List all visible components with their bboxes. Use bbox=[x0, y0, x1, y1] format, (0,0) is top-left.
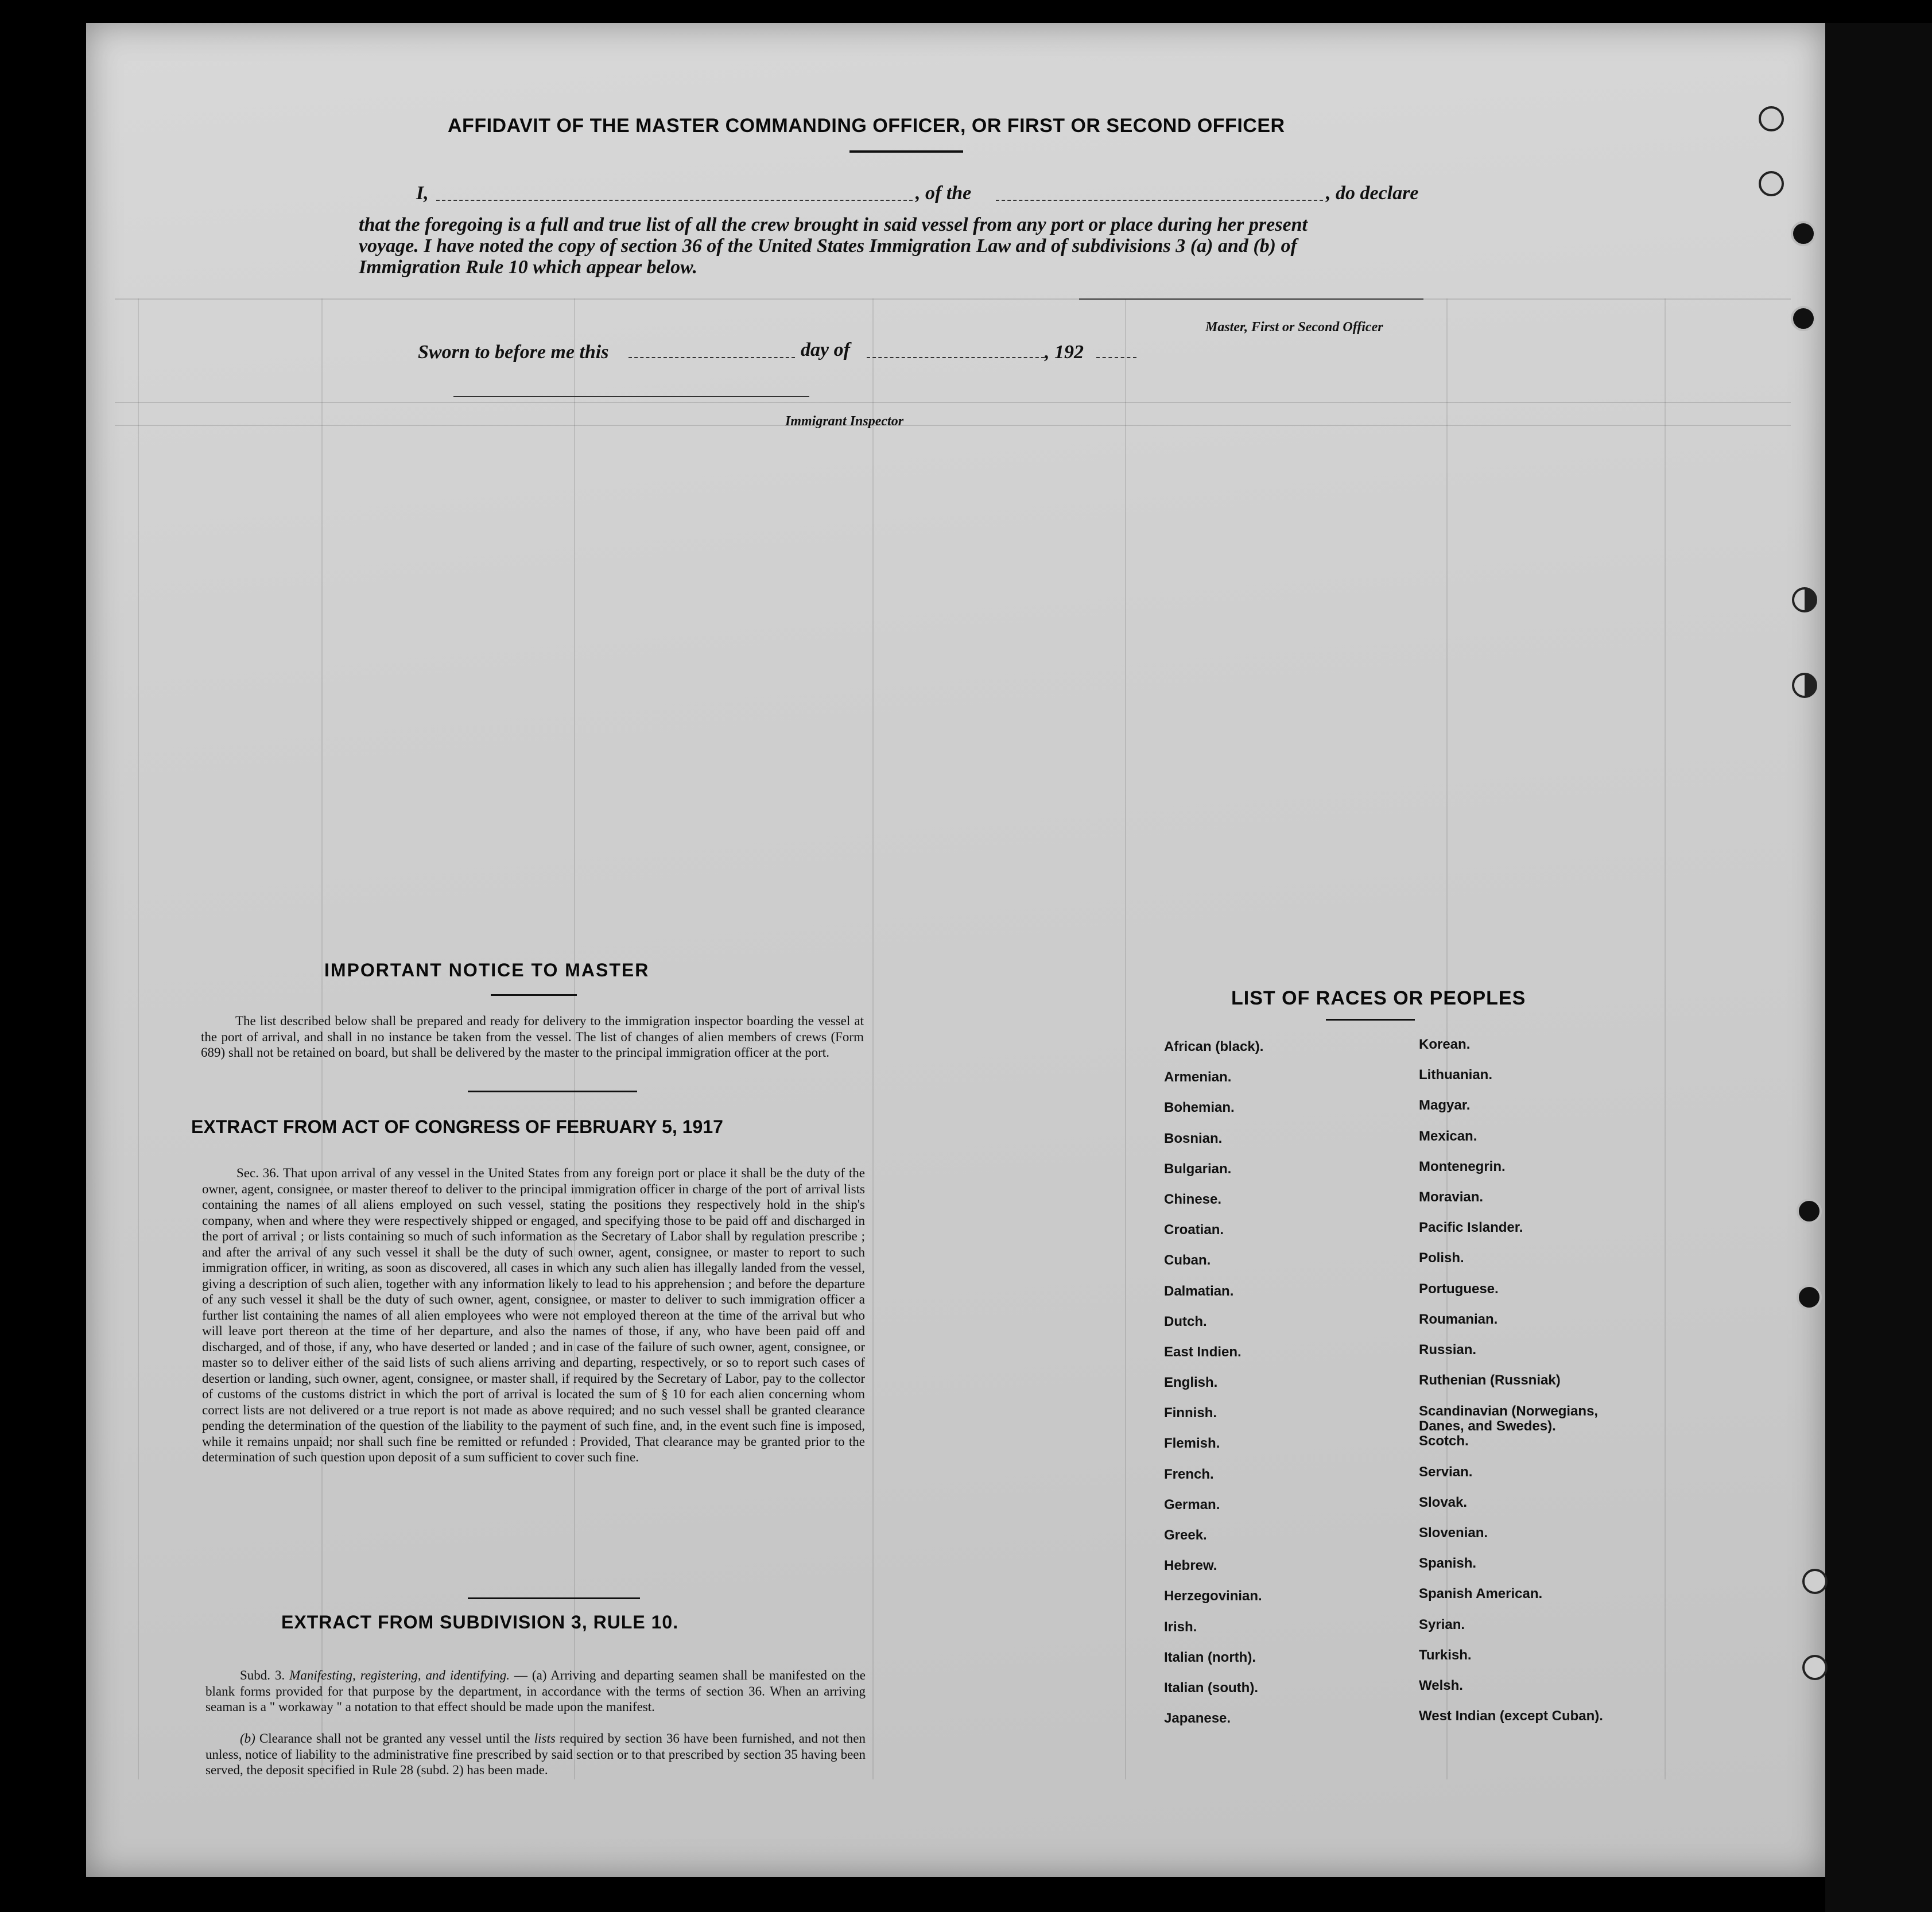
extract-rule-title: EXTRACT FROM SUBDIVISION 3, RULE 10. bbox=[281, 1612, 679, 1632]
race-item: Lithuanian. bbox=[1419, 1067, 1492, 1083]
master-signature-blank[interactable] bbox=[1079, 298, 1423, 300]
race-item: Bulgarian. bbox=[1164, 1161, 1232, 1177]
race-item: English. bbox=[1164, 1375, 1218, 1391]
race-item: German. bbox=[1164, 1496, 1220, 1512]
race-item: Ruthenian (Russniak) bbox=[1419, 1372, 1561, 1389]
extract-act-body: Sec. 36. That upon arrival of any vessel in the United States from any foreign port or place it shall be the duty of the owner, agent, consignee, or master thereof to deliver to the principal immigration officer in charge of the port of arrival lists containing the names of all aliens employed on such vessel, stating the positions they respectively hold in the ship's company, when and where they were respectively shipped or engaged, and specifying those to be paid off and discharged in the port of arrival ; or lists containing so much of such information as the Secretary of Labor shall by regulation prescribe ; and after the arrival of any such vessel it shall be the duty of such owner, agent, consignee, or master to report to such immigration officer, in writing, as soon as discovered, all cases in which any such alien has illegally landed from the vessel, giving a description of such alien, together with any information likely to lead to his apprehension ; and before the departure of any such vessel it shall be the duty of such owner, agent, consignee, or master to deliver to such immigration officer a further list containing the names of all alien employees who were not employed thereon at the time of the arrival but who will leave port thereon at the time of her departure, and also the names of those, if any, who have been paid off and discharged, and of those, if any, who have deserted or landed ; and in case of the failure of such owner, agent, consignee, or master so to deliver either of the said lists of such aliens arriving and departing, respectively, or so to report such cases of desertion or landing, such owner, agent, consignee, or master shall, if required by the Secretary of Labor, pay to the collector of customs of the customs district in which the port of arrival is located the sum of § 10 for each alien concerning whom correct lists are not delivered or a true report is not made as above required; and no such vessel shall be granted clearance pending the determination of the question of the liability to the payment of such fine, and, in the event such fine is imposed, while it remains unpaid; nor shall such fine be remitted or refunded : Provided, That clearance may be granted prior to the determination of such question upon deposit of a sum sufficient to cover such fine. bbox=[202, 1166, 865, 1464]
extract-act-title: EXTRACT FROM ACT OF CONGRESS OF FEBRUARY 5, 1917 bbox=[191, 1116, 723, 1137]
extract-rule-part-b bbox=[205, 1731, 866, 1778]
subd-heading: Manifesting, registering, and identifying. bbox=[289, 1668, 510, 1682]
race-item: Hebrew. bbox=[1164, 1558, 1217, 1574]
race-item: Pacific Islander. bbox=[1419, 1220, 1523, 1236]
part-a-text: Arriving and departing seamen shall be manifested on the blank forms provided for that purpose by the department, in accordance with the terms of section 36. When an arriving seaman is a " workaway " a notation to that effect should be made upon the manifest. bbox=[205, 1668, 866, 1714]
punch-hole bbox=[1791, 221, 1816, 246]
part-b-text-2: required by section 36 have been furnished, and not then unless, notice of liability to the administrative fine prescribed by said section or to that prescribed by section 35 having been served, the deposit specified in Rule 28 (subd. 2) has been made. bbox=[205, 1731, 866, 1777]
race-item: Flemish. bbox=[1164, 1436, 1220, 1452]
punch-hole bbox=[1792, 587, 1817, 612]
affidavit-declare-label: , do declare bbox=[1326, 183, 1419, 204]
punch-hole bbox=[1791, 306, 1816, 331]
bleed-through-line bbox=[115, 425, 1791, 426]
race-item: Spanish. bbox=[1419, 1556, 1477, 1572]
part-b-label: (b) bbox=[240, 1731, 255, 1746]
part-a-label: — (a) bbox=[514, 1668, 547, 1682]
master-signature-label: Master, First or Second Officer bbox=[1205, 320, 1383, 335]
punch-hole bbox=[1802, 1655, 1828, 1680]
race-item: Japanese. bbox=[1164, 1711, 1231, 1727]
races-right-column bbox=[1419, 1038, 1625, 1740]
affidavit-text-line: that the foregoing is a full and true list of all the crew brought in said vessel from any port or place during her present bbox=[359, 214, 1308, 235]
race-item: Servian. bbox=[1419, 1464, 1473, 1480]
affidavit-text-line: Immigration Rule 10 which appear below. bbox=[359, 257, 698, 278]
race-item: Russian. bbox=[1419, 1341, 1477, 1358]
race-item: Welsh. bbox=[1419, 1677, 1463, 1693]
race-item: Croatian. bbox=[1164, 1222, 1224, 1238]
punch-hole bbox=[1797, 1199, 1822, 1224]
punch-hole bbox=[1759, 106, 1784, 131]
race-item: Slovak. bbox=[1419, 1494, 1468, 1510]
race-item: Korean. bbox=[1419, 1037, 1471, 1052]
race-item: Scotch. bbox=[1419, 1433, 1469, 1449]
notice-title-rule bbox=[491, 994, 577, 996]
race-item: Mexican. bbox=[1419, 1128, 1477, 1144]
race-item: Moravian. bbox=[1419, 1189, 1484, 1205]
race-item: Syrian. bbox=[1419, 1616, 1465, 1632]
extract-rule-part-a bbox=[205, 1667, 866, 1715]
notice-title: IMPORTANT NOTICE TO MASTER bbox=[324, 960, 650, 980]
affidavit-title: AFFIDAVIT OF THE MASTER COMMANDING OFFICER, OR FIRST OR SECOND OFFICER bbox=[448, 115, 1285, 137]
part-b-text-1: Clearance shall not be granted any vessel until the bbox=[259, 1731, 530, 1746]
race-item: Montenegrin. bbox=[1419, 1158, 1506, 1174]
race-item: Turkish. bbox=[1419, 1647, 1472, 1663]
affidavit-title-rule bbox=[849, 150, 963, 153]
race-item: West Indian (except Cuban). bbox=[1419, 1708, 1603, 1724]
race-item: Dutch. bbox=[1164, 1313, 1207, 1329]
punch-hole bbox=[1759, 171, 1784, 196]
races-title: LIST OF RACES OR PEOPLES bbox=[1231, 987, 1526, 1009]
race-item: Herzegovinian. bbox=[1164, 1588, 1262, 1604]
year-blank[interactable] bbox=[1096, 357, 1136, 358]
race-item: Armenian. bbox=[1164, 1069, 1232, 1085]
race-item: Roumanian. bbox=[1419, 1311, 1498, 1327]
race-item: Slovenian. bbox=[1419, 1525, 1488, 1541]
race-item: Chinese. bbox=[1164, 1191, 1222, 1207]
race-item: Scandinavian (Norwegians, Danes, and Swedes). bbox=[1419, 1403, 1599, 1434]
punch-hole bbox=[1792, 673, 1817, 698]
race-item: Spanish American. bbox=[1419, 1586, 1543, 1602]
sworn-label: Sworn to before me this bbox=[418, 342, 609, 363]
race-item: Portuguese. bbox=[1419, 1281, 1499, 1297]
inspector-signature-blank[interactable] bbox=[453, 396, 809, 397]
bleed-through-line bbox=[115, 402, 1791, 403]
bleed-through-line bbox=[872, 298, 874, 1779]
races-title-rule bbox=[1326, 1019, 1415, 1021]
binding-strip bbox=[1825, 23, 1932, 1912]
race-item: Finnish. bbox=[1164, 1405, 1217, 1421]
inspector-label: Immigrant Inspector bbox=[785, 414, 904, 429]
bleed-through-line bbox=[115, 298, 1791, 300]
race-item: French. bbox=[1164, 1466, 1214, 1482]
race-item: Polish. bbox=[1419, 1250, 1464, 1266]
race-item: Bosnian. bbox=[1164, 1130, 1223, 1146]
affidavit-of-the-label: , of the bbox=[915, 183, 972, 204]
affidavit-i-label: I, bbox=[416, 183, 429, 204]
races-left-column bbox=[1164, 1040, 1263, 1742]
day-of-label: day of bbox=[801, 339, 850, 360]
race-item: East Indien. bbox=[1164, 1344, 1242, 1360]
race-item: Cuban. bbox=[1164, 1252, 1211, 1269]
race-item: Italian (south). bbox=[1164, 1680, 1258, 1696]
year-label: , 192 bbox=[1045, 342, 1084, 363]
race-item: Greek. bbox=[1164, 1527, 1207, 1543]
punch-hole bbox=[1802, 1569, 1828, 1594]
race-item: Italian (north). bbox=[1164, 1649, 1256, 1665]
vessel-blank[interactable] bbox=[996, 200, 1323, 201]
sworn-day-blank[interactable] bbox=[629, 357, 795, 358]
race-item: Magyar. bbox=[1419, 1097, 1471, 1114]
affidavit-text-line: voyage. I have noted the copy of section 36 of the United States Immigration Law and of subdivisions 3 (a) and (b) of bbox=[359, 235, 1297, 257]
race-item: Bohemian. bbox=[1164, 1100, 1235, 1116]
sworn-month-blank[interactable] bbox=[867, 357, 1045, 358]
bleed-through-line bbox=[138, 298, 139, 1779]
subd-lead: Subd. 3. bbox=[240, 1668, 285, 1682]
notice-body: The list described below shall be prepared and ready for delivery to the immigration inspector boarding the vessel at the port of arrival, and shall in no instance be taken from the vessel. The list of changes of alien members of crews (Form 689) shall not be retained on board, but shall be delivered by the master to the principal immigration officer at the port. bbox=[201, 1014, 864, 1060]
bleed-through-line bbox=[1125, 298, 1126, 1779]
part-b-lists: lists bbox=[534, 1731, 556, 1746]
bleed-through-line bbox=[1665, 298, 1666, 1779]
race-item: Dalmatian. bbox=[1164, 1283, 1234, 1299]
race-item: Irish. bbox=[1164, 1619, 1197, 1635]
name-blank[interactable] bbox=[436, 200, 913, 201]
race-item: African (black). bbox=[1164, 1039, 1264, 1054]
punch-hole bbox=[1797, 1285, 1822, 1310]
extract-act-rule bbox=[468, 1597, 640, 1599]
notice-rule bbox=[468, 1091, 637, 1092]
